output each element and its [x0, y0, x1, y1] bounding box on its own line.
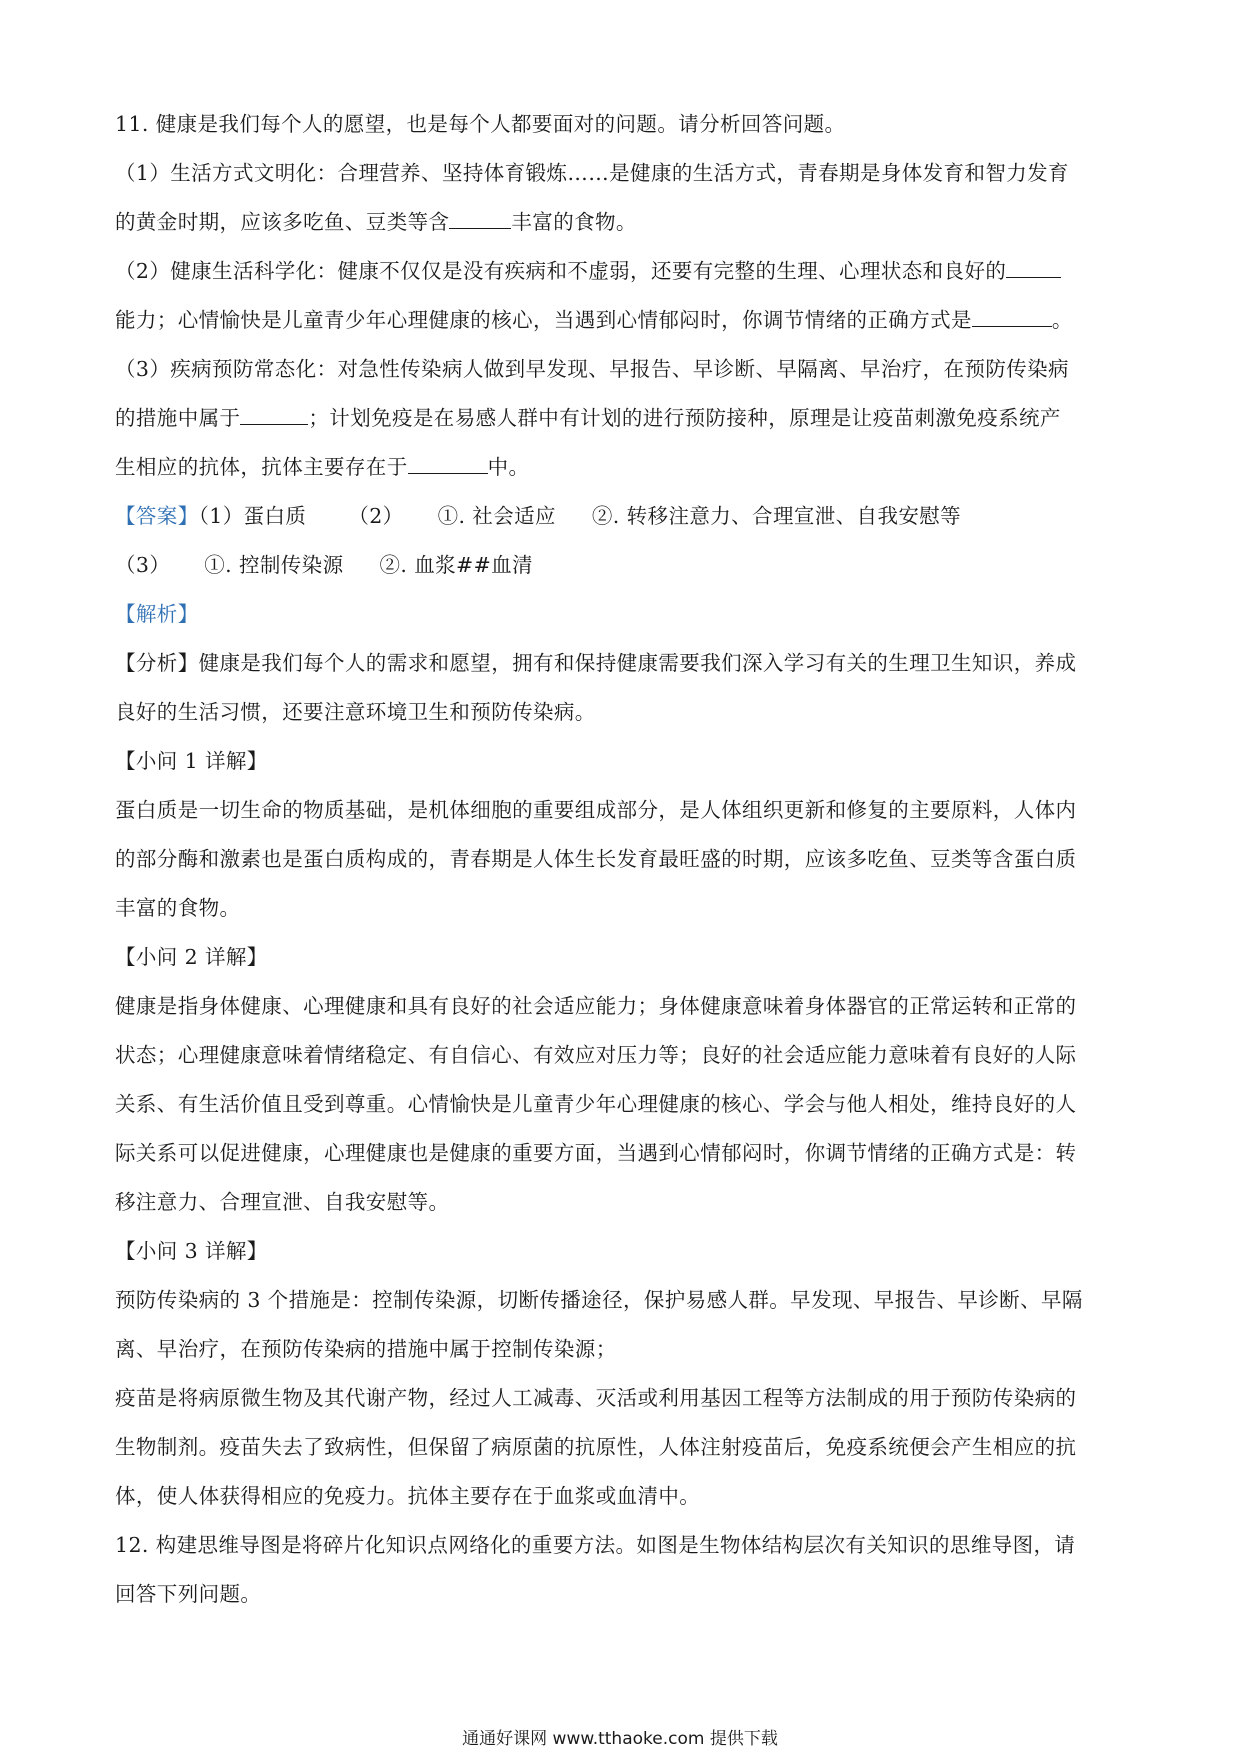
answer-1: （1）蛋白质 — [198, 504, 307, 528]
q11-part2-line2 — [115, 296, 1125, 345]
q11-part3-line2 — [115, 394, 1125, 443]
text-span: ；计划免疫是在易感人群中有计划的进行预防接种，原理是让疫苗刺激免疫系统产 — [308, 406, 1061, 430]
subquestion-1-line2: 的部分酶和激素也是蛋白质构成的，青春期是人体生长发育最旺盛的时期，应该多吃鱼、豆类等含蛋白质 — [115, 847, 1077, 871]
answer-blank — [449, 208, 511, 229]
answer-line2 — [115, 541, 1125, 590]
answer-3-2: ②. 血浆##血清 — [379, 553, 533, 577]
text-span: 能力；心情愉快是儿童青少年心理健康的核心，当遇到心情郁闷时，你调节情绪的正确方式是 — [115, 308, 972, 332]
text-span: 的黄金时期，应该多吃鱼、豆类等含 — [115, 210, 450, 234]
analysis-fenxi-line2: 良好的生活习惯，还要注意环境卫生和预防传染病。 — [115, 700, 596, 724]
answer-2-label: （2） — [348, 504, 404, 528]
text-span: 的措施中属于 — [115, 406, 241, 430]
subquestion-1-title: 【小问 1 详解】 — [115, 749, 268, 773]
q11-part1-line2 — [115, 198, 1125, 247]
q12-line2: 回答下列问题。 — [115, 1582, 262, 1606]
subquestion-2-line1: 健康是指身体健康、心理健康和具有良好的社会适应能力；身体健康意味着身体器官的正常运转和正常的 — [115, 994, 1077, 1018]
subquestion-2-title: 【小问 2 详解】 — [115, 945, 268, 969]
q11-part2-line1 — [115, 247, 1125, 296]
text-span: 丰富的食物。 — [511, 210, 637, 234]
text-span: （2）健康生活科学化：健康不仅仅是没有疾病和不虚弱，还要有完整的生理、心理状态和良好的 — [115, 259, 1007, 283]
subquestion-3-title: 【小问 3 详解】 — [115, 1239, 268, 1263]
analysis-tag: 【解析】 — [115, 602, 199, 626]
subquestion-3-line3: 疫苗是将病原微生物及其代谢产物，经过人工减毒、灭活或利用基因工程等方法制成的用于预防传染病的 — [115, 1386, 1077, 1410]
q11-stem: 11. 健康是我们每个人的愿望，也是每个人都要面对的问题。请分析回答问题。 — [115, 112, 846, 136]
subquestion-1-line1: 蛋白质是一切生命的物质基础，是机体细胞的重要组成部分，是人体组织更新和修复的主要原料，人体内 — [115, 798, 1077, 822]
answer-blank — [240, 404, 308, 425]
q11-part1-line1: （1）生活方式文明化：合理营养、坚持体育锻炼……是健康的生活方式，青春期是身体发育和智力发育 — [115, 161, 1069, 185]
answer-blank — [972, 306, 1052, 327]
text-span: 生相应的抗体，抗体主要存在于 — [115, 455, 408, 479]
subquestion-1-line3: 丰富的食物。 — [115, 896, 241, 920]
text-span: 。 — [1051, 308, 1073, 332]
answer-2-2: ②. 转移注意力、合理宣泄、自我安慰等 — [591, 504, 962, 528]
subquestion-3-line2: 离、早治疗，在预防传染病的措施中属于控制传染源； — [115, 1337, 617, 1361]
q11-part3-line3 — [115, 443, 1125, 492]
subquestion-3-line5: 体，使人体获得相应的免疫力。抗体主要存在于血浆或血清中。 — [115, 1484, 701, 1508]
answer-3-1: ①. 控制传染源 — [204, 553, 344, 577]
answer-tag: 【答案】 — [115, 504, 199, 528]
answer-3-label: （3） — [115, 553, 171, 577]
subquestion-2-line5: 移注意力、合理宣泄、自我安慰等。 — [115, 1190, 450, 1214]
answer-blank — [1006, 257, 1061, 278]
answer-blank — [408, 453, 488, 474]
subquestion-2-line3: 关系、有生活价值且受到尊重。心情愉快是儿童青少年心理健康的核心、学会与他人相处，维持良好的人 — [115, 1092, 1077, 1116]
text-span: 中。 — [487, 455, 530, 479]
analysis-fenxi-line1: 【分析】健康是我们每个人的需求和愿望，拥有和保持健康需要我们深入学习有关的生理卫生知识，养成 — [115, 651, 1077, 675]
answer-line1 — [115, 492, 1125, 541]
subquestion-2-line2: 状态；心理健康意味着情绪稳定、有自信心、有效应对压力等；良好的社会适应能力意味着有良好的人际 — [115, 1043, 1077, 1067]
document-body — [115, 100, 1125, 1619]
answer-2-1: ①. 社会适应 — [437, 504, 556, 528]
q11-part3-line1: （3）疾病预防常态化：对急性传染病人做到早发现、早报告、早诊断、早隔离、早治疗，在预防传染病 — [115, 357, 1069, 381]
q12-line1: 12. 构建思维导图是将碎片化知识点网络化的重要方法。如图是生物体结构层次有关知识的思维导图，请 — [115, 1533, 1076, 1557]
subquestion-3-line1: 预防传染病的 3 个措施是：控制传染源，切断传播途径，保护易感人群。早发现、早报告、早诊断、早隔 — [115, 1288, 1083, 1312]
subquestion-2-line4: 际关系可以促进健康，心理健康也是健康的重要方面，当遇到心情郁闷时，你调节情绪的正确方式是：转 — [115, 1141, 1077, 1165]
footer-watermark: 通通好课网 www.tthaoke.com 提供下载 — [462, 1729, 778, 1749]
subquestion-3-line4: 生物制剂。疫苗失去了致病性，但保留了病原菌的抗原性，人体注射疫苗后，免疫系统便会产生相应的抗 — [115, 1435, 1077, 1459]
